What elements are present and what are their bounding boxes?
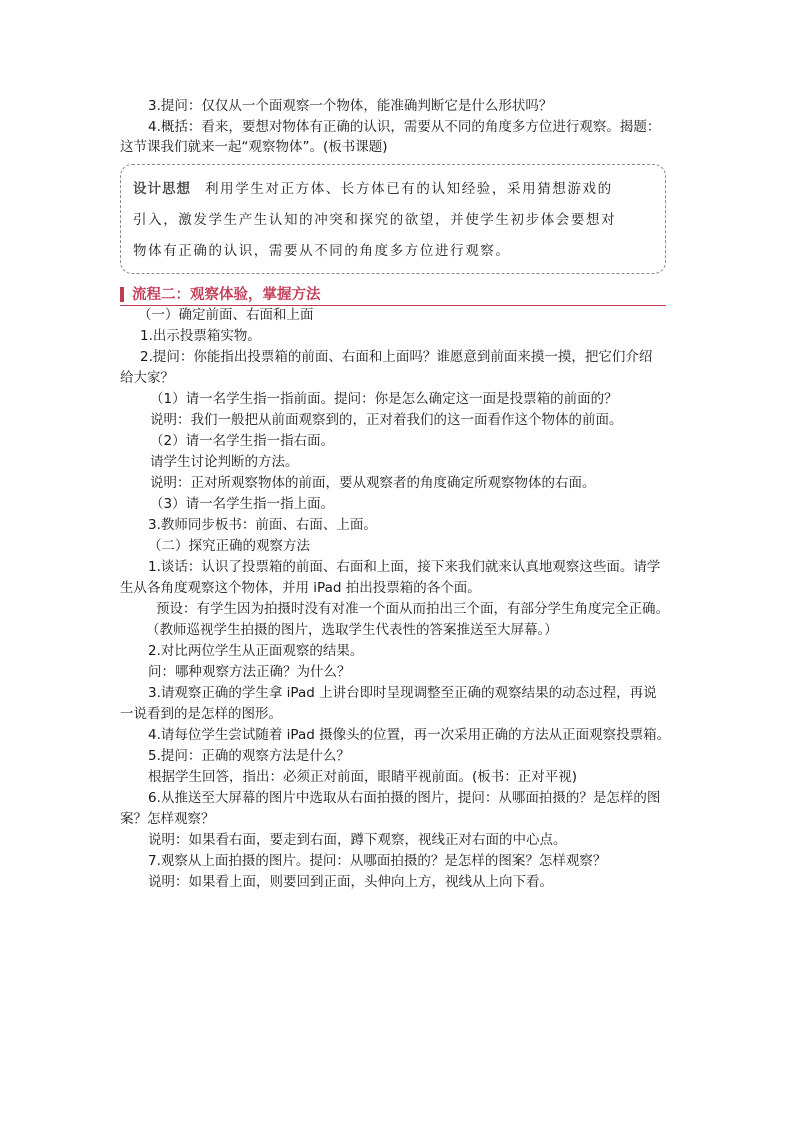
design-thinking-box (120, 164, 666, 274)
body-line: 1.谈话：认识了投票箱的前面、右面和上面，接下来我们就来认真地观察这些面。请学 (148, 559, 661, 575)
body-line: 说明：如果看上面，则要回到正面，头伸向上方，视线从上向下看。 (148, 874, 553, 890)
body-line: （2）请一名学生指一指右面。 (150, 433, 335, 449)
body-line: 案？怎样观察？ (120, 811, 215, 827)
body-line: 3.请观察正确的学生拿 iPad 上讲台即时呈现调整至正确的观察结果的动态过程，再说 (148, 685, 657, 701)
body-line: 4.请每位学生尝试随着 iPad 摄像头的位置，再一次采用正确的方法从正面观察投票箱。 (148, 727, 671, 743)
intro-line-2: 4.概括：看来，要想对物体有正确的认识，需要从不同的角度多方位进行观察。揭题： (148, 119, 661, 135)
design-line-1 (133, 179, 613, 199)
body-line: 根据学生回答，指出：必须正对前面，眼睛平视前面。(板书：正对平视) (148, 769, 578, 785)
body-line: （教师巡视学生拍摄的图片，选取学生代表性的答案推送至大屏幕。） (146, 622, 558, 638)
body-line: 5.提问：正确的观察方法是什么？ (148, 748, 350, 764)
section-header (120, 285, 666, 306)
design-label: 设计思想 (133, 181, 191, 197)
intro-line-1: 3.提问：仅仅从一个面观察一个物体，能准确判断它是什么形状吗？ (148, 98, 553, 114)
body-line: 预设：有学生因为拍摄时没有对准一个面从而拍出三个面，有部分学生角度完全正确。 (156, 601, 669, 617)
design-line-3: 物体有正确的认识，需要从不同的角度多方位进行观察。 (133, 243, 511, 259)
intro-line-3: 这节课我们就来一起“观察物体”。(板书课题) (120, 139, 388, 155)
design-text-1: 利用学生对正方体、长方体已有的认知经验，采用猜想游戏的 (205, 181, 613, 197)
body-line: 请学生讨论判断的方法。 (150, 454, 299, 470)
body-line: （1）请一名学生指一指前面。提问：你是怎么确定这一面是投票箱的前面的？ (150, 391, 618, 407)
body-line: 生从各角度观察这个物体，并用 iPad 拍出投票箱的各个面。 (120, 580, 481, 596)
body-line: 问：哪种观察方法正确？为什么？ (148, 664, 351, 680)
body-line: 7.观察从上面拍摄的图片。提问：从哪面拍摄的？是怎样的图案？怎样观察？ (148, 853, 607, 869)
body-line: 2.提问：你能指出投票箱的前面、右面和上面吗？谁愿意到前面来摸一摸，把它们介绍 (140, 349, 653, 365)
body-line: 说明：我们一般把从前面观察到的，正对着我们的这一面看作这个物体的前面。 (150, 412, 623, 428)
body-line: 1.出示投票箱实物。 (140, 328, 261, 344)
body-line: （二）探究正确的观察方法 (148, 538, 310, 554)
body-line: 一说看到的是怎样的图形。 (120, 706, 282, 722)
body-line: 说明：正对所观察物体的前面，要从观察者的角度确定所观察物体的右面。 (150, 475, 596, 491)
section-title: 流程二：观察体验，掌握方法 (132, 287, 321, 303)
design-line-2: 引入，激发学生产生认知的冲突和探究的欲望，并使学生初步体会要想对 (133, 212, 617, 228)
body-line: 给大家？ (120, 370, 174, 386)
body-line: （3）请一名学生指一指上面。 (150, 496, 335, 512)
body-line: 说明：如果看右面，要走到右面，蹲下观察，视线正对右面的中心点。 (148, 832, 567, 848)
section-marker-bar (120, 287, 124, 302)
body-line: 6.从推送至大屏幕的图片中选取从右面拍摄的图片，提问：从哪面拍摄的？是怎样的图 (148, 790, 661, 806)
body-line: 2.对比两位学生从正面观察的结果。 (148, 643, 364, 659)
body-line: （一）确定前面、右面和上面 (138, 307, 314, 323)
body-line: 3.教师同步板书：前面、右面、上面。 (148, 517, 377, 533)
